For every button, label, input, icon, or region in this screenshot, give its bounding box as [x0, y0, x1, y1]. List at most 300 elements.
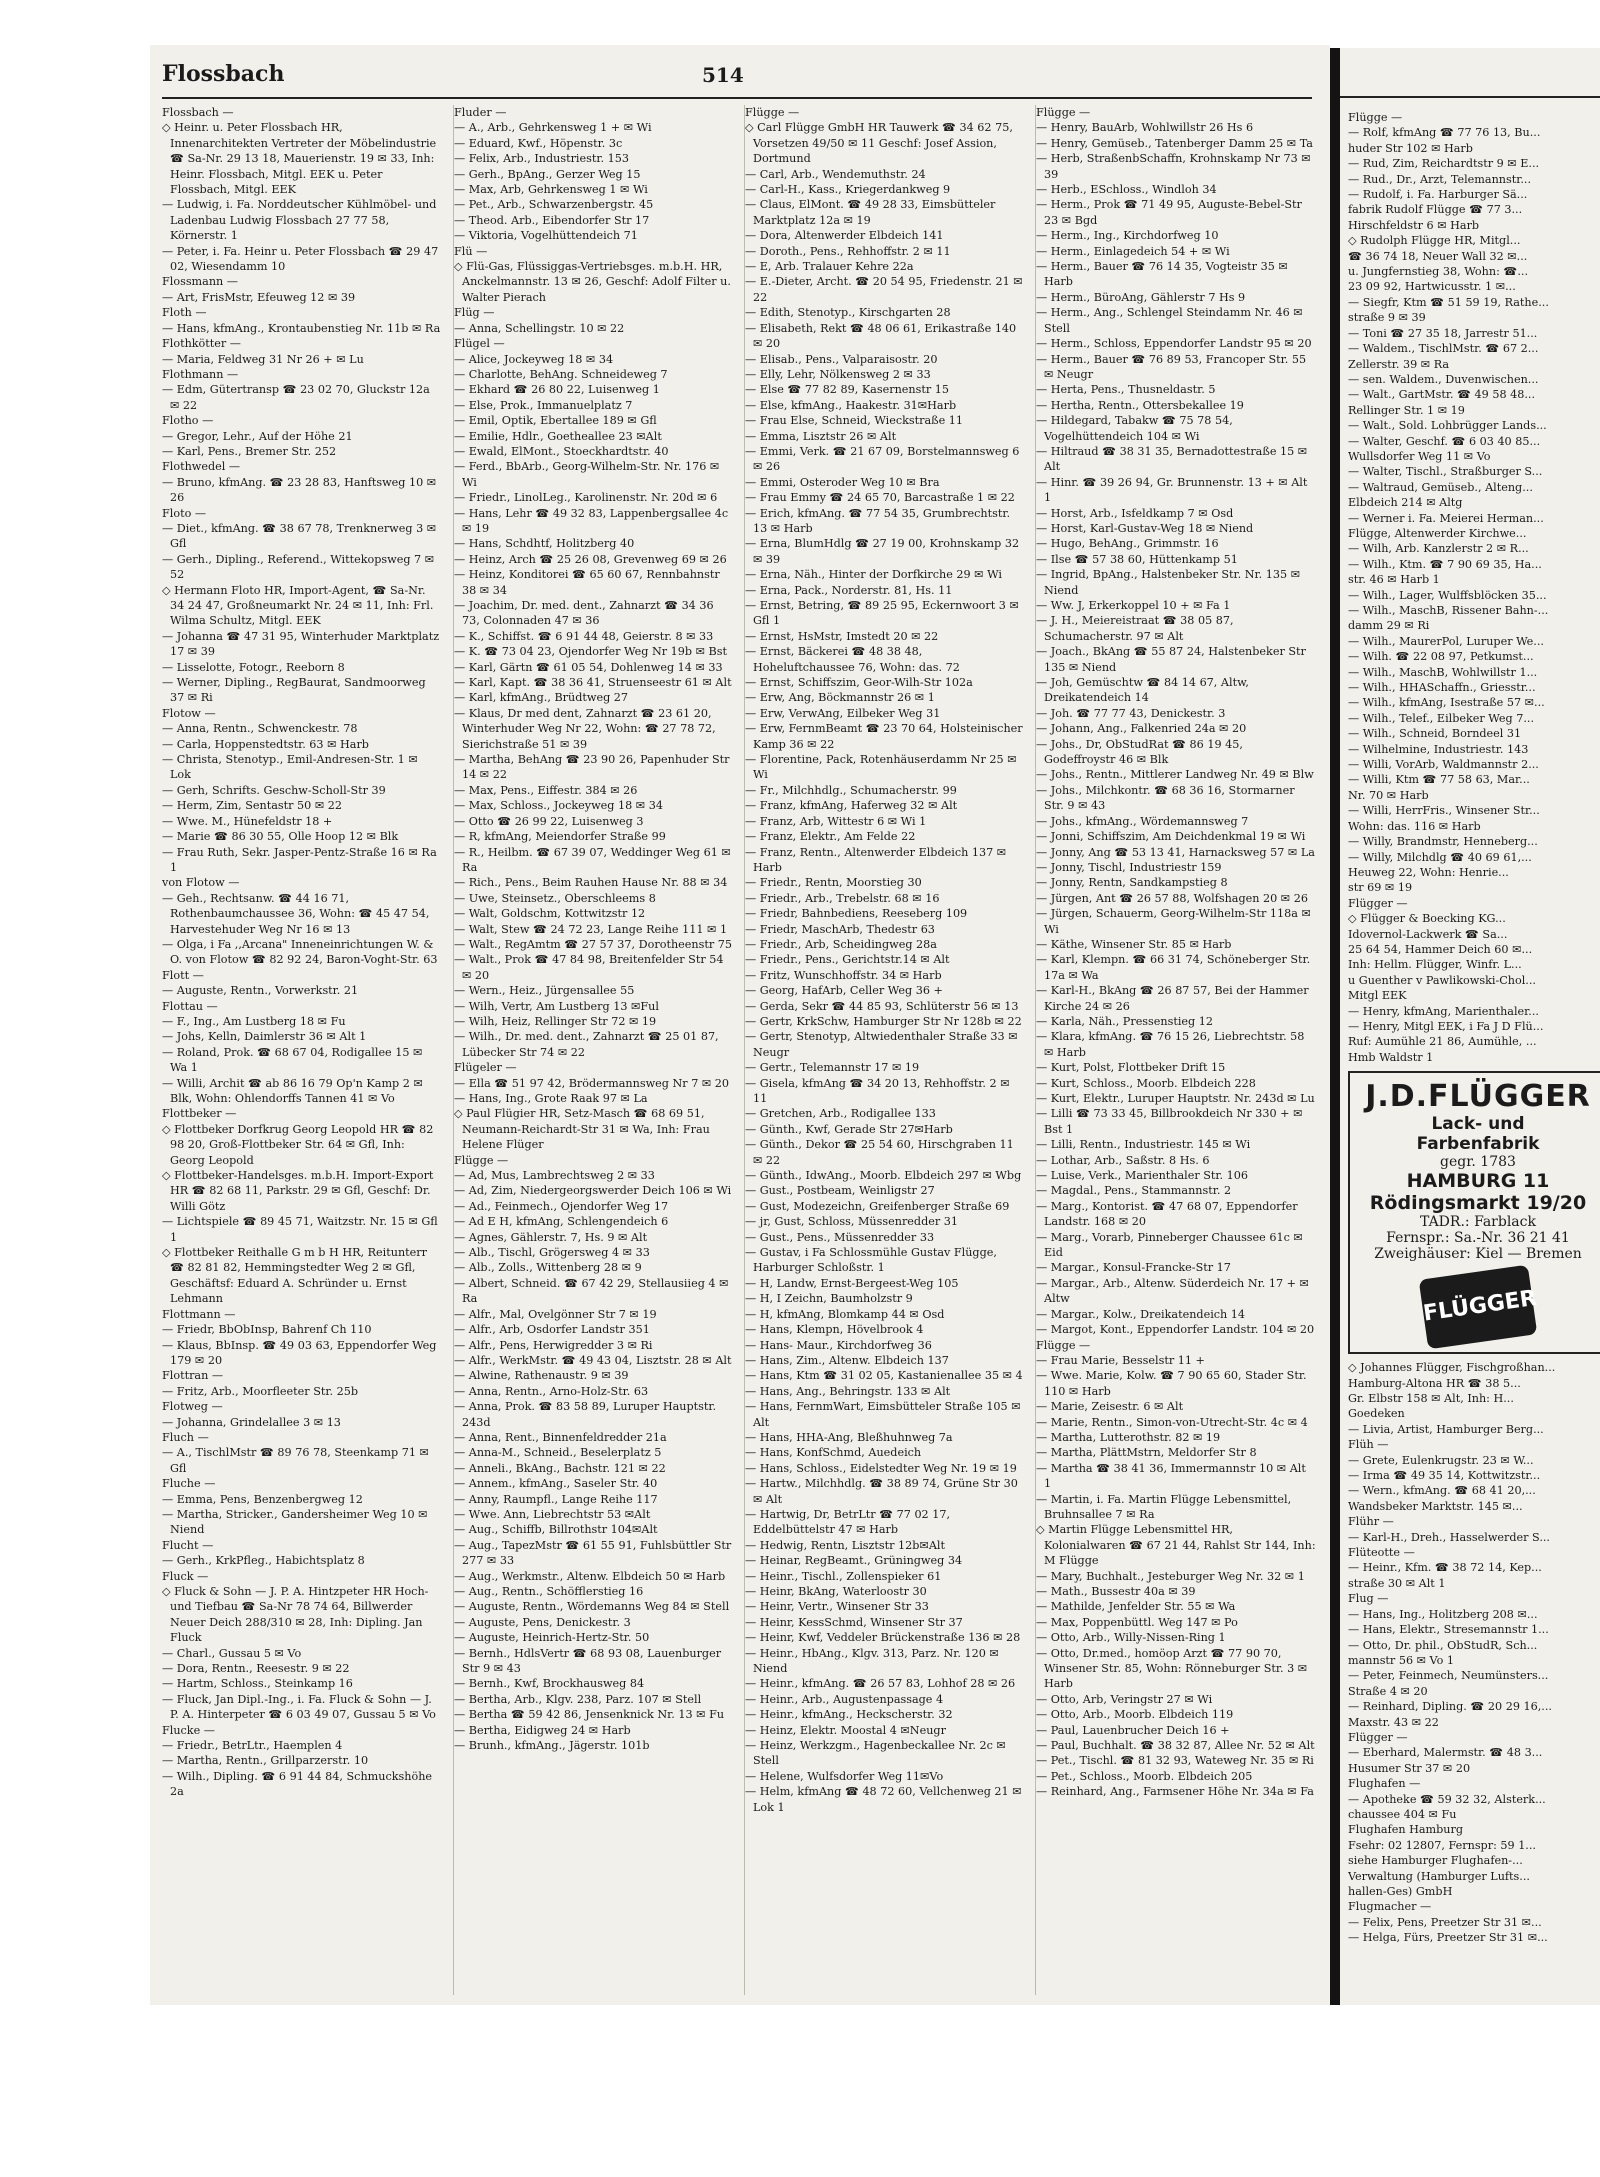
- directory-entry: — Herm., Bauer ☎ 76 14 35, Vogteistr 35 ✉ Harb: [1036, 260, 1288, 289]
- directory-entry: Flotho —: [162, 414, 214, 428]
- directory-entry: — Fr., Milchhdlg., Schumacherstr. 99: [745, 783, 957, 797]
- directory-entry: — Hans, Ang., Behringstr. 133 ✉ Alt: [745, 1384, 951, 1398]
- directory-entry: — Willy, Brandmstr, Henneberg...: [1348, 835, 1538, 849]
- directory-entry: — Christa, Stenotyp., Emil-Andresen-Str. 1 ✉ Lok: [162, 753, 418, 782]
- directory-entry: — Herm., Bauer ☎ 76 89 53, Francoper Str. 55 ✉ Neugr: [1036, 352, 1307, 381]
- directory-entry: — Lilli ☎ 73 33 45, Billbrookdeich Nr 330 + ✉ Bst 1: [1036, 1107, 1303, 1136]
- column-3: [744, 105, 1025, 1995]
- ad-line-1: Lack- und: [1431, 1114, 1525, 1135]
- directory-entry: Zellerstr. 39 ✉ Ra: [1348, 357, 1450, 371]
- directory-entry: — Franz, Elektr., Am Felde 22: [745, 830, 916, 844]
- directory-entry: — Alfr., Arb, Osdorfer Landstr 351: [454, 1323, 650, 1337]
- directory-entry: — jr, Gust, Schloss, Müssenredder 31: [745, 1215, 958, 1229]
- directory-entry: — Ilse ☎ 57 38 60, Hüttenkamp 51: [1036, 552, 1238, 566]
- directory-entry: — Anna-M., Schneid., Beselerplatz 5: [454, 1446, 662, 1460]
- directory-entry: — Gerh., Dipling., Referend., Wittekopsweg 7 ✉ 52: [162, 552, 435, 582]
- directory-entry: — R., Heilbm. ☎ 67 39 07, Weddinger Weg 61 ✉ Ra: [454, 845, 731, 874]
- directory-entry: — Auguste, Pens, Denickestr. 3: [454, 1615, 631, 1629]
- directory-entry: — Hiltraud ☎ 38 31 35, Bernadottestraße 15 ✉ Alt: [1036, 444, 1308, 474]
- directory-entry: — Heinz, Arch ☎ 25 26 08, Grevenweg 69 ✉ 26: [454, 552, 727, 566]
- directory-entry: — F., Ing., Am Lustberg 18 ✉ Fu: [162, 1014, 346, 1028]
- directory-entry: — Martha, Rentn., Grillparzerstr. 10: [162, 1754, 369, 1768]
- directory-entry: — Wilh., Dipling. ☎ 6 91 44 84, Schmuckshöhe 2a: [162, 1769, 433, 1799]
- directory-entry: — Ekhard ☎ 26 80 22, Luisenweg 1: [454, 383, 660, 397]
- right-page-column: [1348, 110, 1600, 1990]
- directory-entry: ◇ Flottbeker Dorfkrug Georg Leopold HR ☎ 82 98 20, Groß-Flottbeker Str. 64 ✉ Gfl, Inh: Georg Leopold: [162, 1122, 434, 1167]
- directory-entry: — Martha ☎ 38 41 36, Immermannstr 10 ✉ Alt 1: [1036, 1461, 1306, 1491]
- directory-entry: ◇ Fluck & Sohn — J. P. A. Hintzpeter HR Hoch- und Tiefbau ☎ Sa-Nr 78 74 64, Billwerder Neuer Deich 288/310 ✉ 28, Inh: Dipling. Jan Fluck: [162, 1585, 429, 1645]
- directory-entry: — Else, Prok., Immanuelplatz 7: [454, 398, 633, 412]
- directory-entry: — Max, Pens., Eiffestr. 384 ✉ 26: [454, 783, 638, 797]
- directory-entry: ◇ Flottbeker Reithalle G m b H HR, Reitunterr ☎ 82 81 82, Hemmingstedter Weg 2 ✉ Gfl, Geschäftsf: Eduard A. Schründer u. Ernst Lehmann: [162, 1246, 427, 1306]
- directory-entry: — Hans, Klempn, Hövelbrook 4: [745, 1323, 924, 1337]
- directory-page-right: [1330, 48, 1600, 2008]
- directory-entry: — Günth., Dekor ☎ 25 54 60, Hirschgraben 11 ✉ 22: [745, 1138, 1014, 1167]
- directory-entry: — Auguste, Heinrich-Hertz-Str. 50: [454, 1631, 650, 1645]
- directory-entry: Flossmann —: [162, 275, 238, 289]
- directory-entry: — Ella ☎ 51 97 42, Brödermannsweg Nr 7 ✉ 20: [454, 1076, 730, 1090]
- directory-entry: Fluch —: [162, 1430, 209, 1444]
- directory-entry: — Heinz, Elektr. Moostal 4 ✉Neugr: [745, 1723, 946, 1737]
- directory-entry: Flügge —: [1036, 1338, 1091, 1352]
- directory-entry: — Hedwig, Rentn, Lisztstr 12b✉Alt: [745, 1538, 945, 1552]
- directory-entry: — Heinr, Vertr., Winsener Str 33: [745, 1600, 929, 1614]
- directory-entry: — Johann, Ang., Falkenried 24a ✉ 20: [1036, 722, 1247, 736]
- directory-entry: — Marg., Vorarb, Pinneberger Chaussee 61c ✉ Eid: [1036, 1230, 1303, 1260]
- directory-entry: — Aug., TapezMstr ☎ 61 55 91, Fuhlsbüttler Str 277 ✉ 33: [454, 1538, 732, 1568]
- directory-entry: — Marie ☎ 86 30 55, Olle Hoop 12 ✉ Blk: [162, 830, 399, 844]
- directory-entry: — H, Landw, Ernst-Bergeest-Weg 105: [745, 1276, 959, 1290]
- directory-entry: — Olga, i Fa ,,Arcana" Inneneinrichtungen W. & O. von Flotow ☎ 82 92 24, Baron-Voght-Str. 63: [162, 937, 438, 967]
- directory-entry: — Wilh., Lager, Wulffsblöcken 35...: [1348, 588, 1547, 602]
- directory-entry: — Rich., Pens., Beim Rauhen Hause Nr. 88 ✉ 34: [454, 876, 728, 890]
- directory-entry: — Marie, Zeisestr. 6 ✉ Alt: [1036, 1400, 1184, 1414]
- directory-entry: — Friedr, MaschArb, Thedestr 63: [745, 922, 935, 936]
- column-4: [1035, 105, 1316, 1995]
- directory-entry: chaussee 404 ✉ Fu: [1348, 1807, 1457, 1821]
- directory-entry: — E.-Dieter, Archt. ☎ 20 54 95, Friedenstr. 21 ✉ 22: [745, 275, 1023, 304]
- directory-entry: — K., Schiffst. ☎ 6 91 44 48, Geierstr. 8 ✉ 33: [454, 629, 714, 643]
- directory-entry: — Else ☎ 77 82 89, Kasernenstr 15: [745, 383, 949, 397]
- directory-entry: — Hans- Maur., Kirchdorfweg 36: [745, 1338, 932, 1352]
- directory-entry: — Joach., BkAng ☎ 55 87 24, Halstenbeker Str 135 ✉ Niend: [1036, 645, 1306, 674]
- directory-entry: Inh: Hellm. Flügger, Winfr. L...: [1348, 958, 1522, 972]
- directory-entry: — Wern., kfmAng. ☎ 68 41 20,...: [1348, 1484, 1536, 1498]
- directory-entry: — Reinhard, Ang., Farmsener Höhe Nr. 34a ✉ Fa: [1036, 1785, 1314, 1799]
- directory-entry: Flügger —: [1348, 1730, 1408, 1744]
- directory-entry: — Ww. J, Erkerkoppel 10 + ✉ Fa 1: [1036, 599, 1231, 612]
- directory-entry: — Martha, Stricker., Gandersheimer Weg 10 ✉ Niend: [162, 1507, 428, 1537]
- directory-entry: — Diet., kfmAng. ☎ 38 67 78, Trenknerweg 3 ✉ Gfl: [162, 521, 437, 551]
- directory-entry: — Johs., Milchkontr. ☎ 68 36 16, Stormarner Str. 9 ✉ 43: [1036, 783, 1295, 813]
- directory-entry: — Gerh., KrkPfleg., Habichtsplatz 8: [162, 1554, 365, 1568]
- directory-entry: Mitgl EEK: [1348, 989, 1407, 1003]
- directory-entry: — Wilh., Schneid, Borndeel 31: [1348, 727, 1522, 741]
- directory-entry: — Helm, kfmAng ☎ 48 72 60, Vellchenweg 21 ✉ Lok 1: [745, 1785, 1022, 1814]
- directory-entry: — Willi, VorArb, Waldmannstr 2...: [1348, 758, 1539, 772]
- directory-entry: — Gertr., Telemannstr 17 ✉ 19: [745, 1061, 920, 1075]
- directory-entry: — Heinr., Tischl., Zollenspieker 61: [745, 1569, 942, 1583]
- directory-entry: Fluder —: [454, 106, 507, 119]
- directory-entry: — Johs., Dr, ObStudRat ☎ 86 19 45, Godeffroystr 46 ✉ Blk: [1036, 737, 1243, 767]
- directory-entry: — Hans, Ing., Holitzberg 208 ✉...: [1348, 1607, 1538, 1621]
- directory-entry: mannstr 56 ✉ Vo 1: [1348, 1653, 1455, 1667]
- directory-entry: fabrik Rudolf Flügge ☎ 77 3...: [1348, 203, 1523, 217]
- directory-entry: — Ernst, HsMstr, Imstedt 20 ✉ 22: [745, 629, 939, 643]
- directory-entry: — Erw, VerwAng, Eilbeker Weg 31: [745, 706, 941, 720]
- directory-entry: — Apotheke ☎ 59 32 32, Alsterk...: [1348, 1792, 1546, 1806]
- directory-entry: Flottau —: [162, 999, 218, 1013]
- directory-entry: — Heinr., Kfm. ☎ 38 72 14, Kep...: [1348, 1561, 1542, 1575]
- directory-entry: — Herm., Prok ☎ 71 49 95, Auguste-Bebel-Str 23 ✉ Bgd: [1036, 198, 1302, 227]
- directory-entry: — Rud, Zim, Reichardtstr 9 ✉ E...: [1348, 157, 1540, 171]
- directory-entry: ◇ Martin Flügge Lebensmittel HR, Kolonialwaren ☎ 67 21 44, Rahlst Str 144, Inh: M Flügge: [1036, 1523, 1316, 1568]
- directory-entry: — Klaus, BbInsp. ☎ 49 03 63, Eppendorfer Weg 179 ✉ 20: [162, 1338, 437, 1367]
- directory-entry: ◇ Flügger & Boecking KG...: [1348, 912, 1506, 926]
- column-1: [162, 105, 442, 1995]
- directory-entry: — Friedr., LinolLeg., Karolinenstr. Nr. 20d ✉ 6: [454, 491, 718, 505]
- directory-entry: Flothkötter —: [162, 337, 241, 351]
- directory-entry: — Wilh., MaurerPol, Luruper We...: [1348, 634, 1544, 648]
- directory-entry: — Heinz, Werkzgm., Hagenbeckallee Nr. 2c ✉ Stell: [745, 1739, 1006, 1768]
- directory-entry: — Hildegard, Tabakw ☎ 75 78 54, Vogelhüttendeich 104 ✉ Wi: [1036, 414, 1233, 443]
- right-page-entries-bottom: [1348, 1360, 1600, 1945]
- directory-entry: — Siegfr, Ktm ☎ 51 59 19, Rathe...: [1348, 295, 1549, 309]
- directory-entry: Flottmann —: [162, 1307, 236, 1321]
- directory-entry: — Joachim, Dr. med. dent., Zahnarzt ☎ 34 36 73, Colonnaden 47 ✉ 36: [454, 599, 714, 628]
- directory-entry: — Günth., IdwAng., Moorb. Elbdeich 297 ✉ Wbg: [745, 1169, 1022, 1183]
- directory-entry: — Kurt, Polst, Flottbeker Drift 15: [1036, 1061, 1226, 1075]
- directory-entry: — Erna, BlumHdlg ☎ 27 19 00, Krohnskamp 32 ✉ 39: [745, 537, 1020, 566]
- directory-entry: — Walter, Geschf. ☎ 6 03 40 85...: [1348, 434, 1541, 448]
- directory-entry: — Alfr., WerkMstr. ☎ 49 43 04, Lisztstr. 28 ✉ Alt: [454, 1353, 732, 1367]
- directory-entry: — Carl-H., Kass., Kriegerdankweg 9: [745, 183, 951, 197]
- ad-line-2: Farbenfabrik: [1416, 1134, 1540, 1155]
- directory-entry: — Eduard, Kwf., Höpenstr. 3c: [454, 136, 623, 150]
- directory-entry: — Hans, Lehr ☎ 49 32 83, Lappenbergsallee 4c ✉ 19: [454, 506, 729, 535]
- directory-entry: — Ferd., BbArb., Georg-Wilhelm-Str. Nr. 176 ✉ Wi: [454, 460, 720, 489]
- right-page-head: [1340, 62, 1600, 98]
- directory-entry: — Günth., Kwf, Gerade Str 27✉Harb: [745, 1122, 953, 1136]
- directory-entry: — Uwe, Steinsetz., Oberschleems 8: [454, 891, 656, 905]
- directory-entry: — Otto, Arb., Willy-Nissen-Ring 1: [1036, 1631, 1226, 1645]
- directory-entry: — Auguste, Rentn., Vorwerkstr. 21: [162, 984, 359, 998]
- directory-entry: — Heinr., kfmAng., Heckscherstr. 32: [745, 1708, 953, 1722]
- column-2: [453, 105, 734, 1995]
- directory-entry: — Lisselotte, Fotogr., Reeborn 8: [162, 660, 345, 674]
- directory-entry: Flothwedel —: [162, 460, 241, 474]
- directory-entry: — Livia, Artist, Hamburger Berg...: [1348, 1422, 1544, 1436]
- directory-entry: straße 30 ✉ Alt 1: [1348, 1576, 1446, 1590]
- directory-entry: — Karl-H., BkAng ☎ 26 87 57, Bei der Hammer Kirche 24 ✉ 26: [1036, 984, 1309, 1013]
- directory-entry: — Gust., Postbeam, Weinligstr 27: [745, 1184, 935, 1198]
- directory-entry: — Toni ☎ 27 35 18, Jarrestr 51...: [1348, 326, 1538, 340]
- page-number: 514: [702, 63, 744, 87]
- directory-entry: — Wilh., Telef., Eilbeker Weg 7...: [1348, 711, 1535, 725]
- directory-entry: — Anneli., BkAng., Bachstr. 121 ✉ 22: [454, 1461, 666, 1475]
- directory-entry: — Wilh., MaschB, Wohlwillstr 1...: [1348, 665, 1538, 679]
- directory-entry: — Johanna, Grindelallee 3 ✉ 13: [162, 1415, 341, 1429]
- directory-entry: — Wwe. Ann, Liebrechtstr 53 ✉Alt: [454, 1507, 651, 1521]
- directory-entry: Flügge, Altenwerder Kirchwe...: [1348, 526, 1527, 540]
- directory-entry: — Geh., Rechtsanw. ☎ 44 16 71, Rothenbaumchaussee 36, Wohn: ☎ 45 47 54, Harvestehuder Weg Nr 16 ✉ 13: [162, 891, 430, 936]
- directory-entry: — Ewald, ElMont., Stoeckhardtstr. 40: [454, 444, 669, 458]
- directory-entry: — Emmi, Osteroder Weg 10 ✉ Bra: [745, 475, 940, 489]
- right-page-entries-top: [1348, 125, 1600, 1065]
- directory-entry: — Heinr, BkAng, Waterloostr 30: [745, 1585, 927, 1598]
- directory-entry: — Hans, Elektr., Stresemannstr 1...: [1348, 1623, 1549, 1637]
- directory-entry: — Ad., Feinmech., Ojendorfer Weg 17: [454, 1199, 669, 1213]
- directory-entry: — Hans, FernmWart, Eimsbütteler Straße 105 ✉ Alt: [745, 1400, 1021, 1429]
- directory-entry: str. 46 ✉ Harb 1: [1348, 573, 1440, 587]
- directory-entry: — Erna, Näh., Hinter der Dorfkirche 29 ✉ Wi: [745, 568, 1002, 582]
- directory-entry: — Anna, Prok. ☎ 83 58 89, Luruper Hauptstr. 243d: [454, 1400, 717, 1429]
- directory-entry: — Georg, HafArb, Celler Weg 36 +: [745, 984, 943, 998]
- directory-entry: Husumer Str 37 ✉ 20: [1348, 1761, 1471, 1775]
- ad-address: Rödingsmarkt 19/20: [1369, 1192, 1587, 1215]
- directory-entry: — Friedr., Rentn, Moorstieg 30: [745, 876, 922, 890]
- directory-entry: — Karl, Klempn. ☎ 66 31 74, Schöneberger Str. 17a ✉ Wa: [1036, 953, 1311, 982]
- directory-entry: — Karl, Gärtn ☎ 61 05 54, Dohlenweg 14 ✉ 33: [454, 660, 723, 674]
- directory-entry: ◇ Paul Flügier HR, Setz-Masch ☎ 68 69 51, Neumann-Reichardt-Str 31 ✉ Wa, Inh: Frau Helene Flüger: [454, 1107, 710, 1152]
- directory-entry: — Frau Emmy ☎ 24 65 70, Barcastraße 1 ✉ 22: [745, 491, 1015, 505]
- directory-entry: — Alb., Zolls., Wittenberg 28 ✉ 9: [454, 1261, 642, 1275]
- directory-entry: — Rudolf, i. Fa. Harburger Sä...: [1348, 188, 1528, 202]
- directory-entry: Ruf: Aumühle 21 86, Aumühle, ...: [1348, 1035, 1537, 1049]
- directory-entry: — Horst, Arb., Isfeldkamp 7 ✉ Osd: [1036, 506, 1234, 520]
- directory-entry: — Doroth., Pens., Rehhoffstr. 2 ✉ 11: [745, 244, 951, 258]
- directory-entry: — Theod. Arb., Eibendorfer Str 17: [454, 213, 650, 227]
- directory-entry: — Wilh., HHASchaffn., Griesstr...: [1348, 681, 1536, 695]
- directory-entry: — Charl., Gussau 5 ✉ Vo: [162, 1646, 302, 1660]
- directory-entry: — Werner, Dipling., RegBaurat, Sandmoorweg 37 ✉ Ri: [162, 676, 426, 705]
- directory-entry: Floth —: [162, 306, 207, 320]
- directory-entry: — Peter, i. Fa. Heinr u. Peter Flossbach ☎ 29 47 02, Wiesendamm 10: [162, 244, 439, 274]
- directory-entry: — Ingrid, BpAng., Halstenbeker Str. Nr. 135 ✉ Niend: [1036, 568, 1301, 597]
- directory-entry: — Herb, StraßenbSchaffn, Krohnskamp Nr 73 ✉ 39: [1036, 152, 1311, 181]
- directory-entry: — Magdal., Pens., Stammannstr. 2: [1036, 1184, 1232, 1198]
- directory-entry: Hirschfeldstr 6 ✉ Harb: [1348, 218, 1480, 232]
- directory-entry: — K. ☎ 73 04 23, Ojendorfer Weg Nr 19b ✉ Bst: [454, 645, 727, 659]
- directory-entry: — Bruno, kfmAng. ☎ 23 28 83, Hanftsweg 10 ✉ 26: [162, 475, 437, 505]
- directory-entry: Flüh —: [1348, 1438, 1389, 1452]
- directory-entry: — Pet., Schloss., Moorb. Elbdeich 205: [1036, 1769, 1253, 1783]
- directory-entry: Flucht —: [162, 1538, 214, 1552]
- directory-entry: Rellinger Str. 1 ✉ 19: [1348, 403, 1465, 417]
- directory-entry: — Wilh., Dr. med. dent., Zahnarzt ☎ 25 01 87, Lübecker Str 74 ✉ 22: [454, 1030, 719, 1059]
- directory-entry: — Karl, kfmAng., Brüdtweg 27: [454, 691, 629, 705]
- directory-entry: — Gregor, Lehr., Auf der Höhe 21: [162, 429, 353, 443]
- directory-entry: — Anna, Schellingstr. 10 ✉ 22: [454, 321, 625, 335]
- directory-columns: [162, 105, 1316, 1995]
- directory-entry: — Pet., Arb., Schwarzenbergstr. 45: [454, 198, 654, 212]
- directory-entry: — Wilh., Ktm. ☎ 7 90 69 35, Ha...: [1348, 557, 1542, 571]
- directory-entry: — Gertr, KrkSchw, Hamburger Str Nr 128b ✉ 22: [745, 1014, 1022, 1028]
- directory-entry: — Elisab., Pens., Valparaisostr. 20: [745, 352, 938, 366]
- directory-entry: — Gertr, Stenotyp, Altwiedenthaler Straße 33 ✉ Neugr: [745, 1030, 1018, 1059]
- directory-entry: — Friedr., Arb, Scheidingweg 28a: [745, 937, 937, 951]
- ad-phone: Fernspr.: Sa.-Nr. 36 21 41: [1386, 1230, 1570, 1247]
- directory-entry: — Wilh. ☎ 22 08 97, Petkumst...: [1348, 650, 1534, 664]
- directory-entry: — Herm., Einlagedeich 54 + ✉ Wi: [1036, 244, 1230, 258]
- directory-entry: — Hans, Ing., Grote Raak 97 ✉ La: [454, 1092, 648, 1105]
- directory-entry: Flottran —: [162, 1369, 224, 1383]
- directory-entry: 23 09 92, Hartwicusstr. 1 ✉...: [1348, 280, 1516, 294]
- directory-entry: — Bernh., HdlsVertr ☎ 68 93 08, Lauenburger Str 9 ✉ 43: [454, 1646, 722, 1676]
- directory-entry: — Aug., Rentn., Schöfflerstieg 16: [454, 1585, 644, 1598]
- directory-entry: — Margar., Konsul-Francke-Str 17: [1036, 1261, 1231, 1275]
- directory-entry: — Frau Else, Schneid, Wieckstraße 11: [745, 414, 964, 428]
- directory-entry: Flottbeker —: [162, 1107, 237, 1121]
- directory-entry: — Hartwig, Dr, BetrLtr ☎ 77 02 17, Eddelbüttelstr 47 ✉ Harb: [745, 1507, 951, 1537]
- directory-entry: — Marie, Rentn., Simon-von-Utrecht-Str. 4c ✉ 4: [1036, 1415, 1308, 1429]
- directory-entry: — Edith, Stenotyp., Kirschgarten 28: [745, 306, 951, 320]
- directory-entry: — H, I Zeichn, Baumholzstr 9: [745, 1292, 913, 1306]
- directory-entry: ☎ 36 74 18, Neuer Wall 32 ✉...: [1348, 249, 1528, 263]
- directory-entry: — Jürgen, Schauerm, Georg-Wilhelm-Str 118a ✉ Wi: [1036, 907, 1311, 936]
- directory-entry: — Erw, FernmBeamt ☎ 23 70 64, Holsteinischer Kamp 36 ✉ 22: [745, 722, 1023, 751]
- directory-entry: — Dora, Rentn., Reesestr. 9 ✉ 22: [162, 1662, 350, 1676]
- directory-entry: — Else, kfmAng., Haakestr. 31✉Harb: [745, 398, 957, 412]
- directory-entry: ◇ Johannes Flügger, Fischgroßhan...: [1348, 1361, 1556, 1375]
- directory-entry: — Hans, kfmAng., Krontaubenstieg Nr. 11b ✉ Ra: [162, 321, 441, 335]
- directory-entry: — Elisabeth, Rekt ☎ 48 06 61, Erikastraße 140 ✉ 20: [745, 321, 1017, 351]
- directory-entry: — Math., Bussestr 40a ✉ 39: [1036, 1585, 1196, 1598]
- ad-telegram: TADR.: Farblack: [1420, 1214, 1536, 1231]
- directory-entry: — Herm., Schloss, Eppendorfer Landstr 95 ✉ 20: [1036, 337, 1312, 351]
- directory-entry: Flüteotte —: [1348, 1546, 1415, 1560]
- directory-entry: — Werner i. Fa. Meierei Herman...: [1348, 511, 1544, 525]
- directory-entry: — Hans, Zim., Altenw. Elbdeich 137: [745, 1353, 949, 1367]
- directory-entry: — Maria, Feldweg 31 Nr 26 + ✉ Lu: [162, 352, 364, 366]
- flugger-advertisement: [1348, 1071, 1600, 1354]
- directory-entry: — Hinr. ☎ 39 26 94, Gr. Brunnenstr. 13 + ✉ Alt 1: [1036, 475, 1308, 505]
- directory-entry: Flügge —: [1036, 106, 1091, 119]
- directory-entry: — Elly, Lehr, Nölkensweg 2 ✉ 33: [745, 367, 931, 381]
- directory-entry: — Herta, Pens., Thusneldastr. 5: [1036, 383, 1216, 397]
- directory-entry: Gr. Elbstr 158 ✉ Alt, Inh: H...: [1348, 1392, 1514, 1405]
- directory-entry: ◇ Flü-Gas, Flüssiggas-Vertriebsges. m.b.H. HR, Anckelmannstr. 13 ✉ 26, Geschf: Adolf Filter u. Walter Pierach: [454, 260, 731, 304]
- directory-entry: — Wilh., kfmAng, Isestraße 57 ✉...: [1348, 696, 1545, 710]
- directory-entry: — Bertha, Arb., Klgv. 238, Parz. 107 ✉ Stell: [454, 1692, 702, 1706]
- directory-entry: — Max, Schloss., Jockeyweg 18 ✉ 34: [454, 799, 663, 813]
- directory-entry: — Ad, Mus, Lambrechtsweg 2 ✉ 33: [454, 1169, 655, 1183]
- directory-entry: 25 64 54, Hammer Deich 60 ✉...: [1348, 942, 1533, 956]
- directory-entry: — Käthe, Winsener Str. 85 ✉ Harb: [1036, 937, 1232, 951]
- directory-entry: — Brunh., kfmAng., Jägerstr. 101b: [454, 1739, 650, 1753]
- directory-entry: — Karl-H., Dreh., Hasselwerder S...: [1348, 1530, 1550, 1544]
- directory-entry: — Viktoria, Vogelhüttendeich 71: [454, 229, 638, 243]
- directory-entry: — Mary, Buchhalt., Jesteburger Weg Nr. 32 ✉ 1: [1036, 1569, 1305, 1583]
- directory-entry: — Gerda, Sekr ☎ 44 85 93, Schlüterstr 56 ✉ 13: [745, 999, 1019, 1013]
- directory-entry: — Willi, Ktm ☎ 77 58 63, Mar...: [1348, 773, 1530, 787]
- directory-entry: — Lothar, Arb., Saßstr. 8 Hs. 6: [1036, 1153, 1210, 1167]
- directory-entry: — Karla, Näh., Pressenstieg 12: [1036, 1014, 1214, 1028]
- directory-entry: — Emilie, Hdlr., Goetheallee 23 ✉Alt: [454, 429, 662, 443]
- directory-entry: — Franz, kfmAng, Haferweg 32 ✉ Alt: [745, 799, 958, 813]
- directory-entry: — Margar., Kolw., Dreikatendeich 14: [1036, 1307, 1246, 1321]
- directory-entry: — Max, Arb, Gehrkensweg 1 ✉ Wi: [454, 183, 648, 197]
- directory-entry: — Fritz, Arb., Moorfleeter Str. 25b: [162, 1384, 358, 1398]
- directory-entry: — J. H., Meiereistraat ☎ 38 05 87, Schumacherstr. 97 ✉ Alt: [1036, 614, 1234, 643]
- directory-entry: — Frau Marie, Besselstr 11 +: [1036, 1353, 1205, 1367]
- directory-entry: — Rolf, kfmAng ☎ 77 76 13, Bu...: [1348, 126, 1541, 140]
- directory-entry: — Wwe. Marie, Kolw. ☎ 7 90 65 60, Stader Str. 110 ✉ Harb: [1036, 1369, 1307, 1398]
- directory-entry: Flügge —: [745, 106, 800, 119]
- directory-entry: — E, Arb. Tralauer Kehre 22a: [745, 260, 914, 274]
- directory-entry: Flotow —: [162, 706, 216, 720]
- directory-entry: ◇ Heinr. u. Peter Flossbach HR, Innenarchitekten Vertreter der Möbelindustrie ☎ Sa-Nr. 29 13 18, Mauerienstr. 19 ✉ 33, Inh: Heinr. Flossbach, Mitgl. EEK u. Peter Flossbach, Mitgl. EEK: [162, 121, 437, 197]
- directory-entry: — Wilh, Arb. Kanzlerstr 2 ✉ R...: [1348, 542, 1529, 556]
- directory-entry: — Walt, Goldschm, Kottwitzstr 12: [454, 907, 646, 921]
- directory-entry: ◇ Carl Flügge GmbH HR Tauwerk ☎ 34 62 75, Vorsetzen 49/50 ✉ 11 Geschf: Josef Assion, Dortmund: [745, 121, 1013, 166]
- directory-entry: — Herm., Ang., Schlengel Steindamm Nr. 46 ✉ Stell: [1036, 306, 1303, 335]
- directory-entry: — Erich, kfmAng. ☎ 77 54 35, Grumbrechtstr. 13 ✉ Harb: [745, 506, 1011, 535]
- directory-entry: — Otto, Arb, Veringstr 27 ✉ Wi: [1036, 1692, 1213, 1706]
- directory-entry: — Klara, kfmAng. ☎ 76 15 26, Liebrechtstr. 58 ✉ Harb: [1036, 1030, 1305, 1059]
- directory-entry: ◇ Flottbeker-Handelsges. m.b.H. Import-Export HR ☎ 82 68 11, Parkstr. 29 ✉ Gfl, Geschf: Dr. Willi Götz: [162, 1169, 434, 1213]
- directory-entry: — Heinr., Arb., Augustenpassage 4: [745, 1692, 944, 1706]
- directory-entry: — Franz, Rentn., Altenwerder Elbdeich 137 ✉ Harb: [745, 845, 1007, 874]
- directory-entry: Fluche —: [162, 1477, 216, 1491]
- directory-entry: — Reinhard, Dipling. ☎ 20 29 16,...: [1348, 1700, 1552, 1714]
- directory-entry: — Ernst, Schiffszim, Geor-Wilh-Str 102a: [745, 676, 973, 690]
- directory-entry: Wandsbeker Marktstr. 145 ✉...: [1348, 1499, 1523, 1513]
- directory-entry: — Gust, Modezeichn, Greifenberger Straße 69: [745, 1199, 1010, 1213]
- directory-entry: — Anna, Rent., Binnenfeldredder 21a: [454, 1430, 667, 1444]
- directory-entry: — Martha, PlättMstrn, Meldorfer Str 8: [1036, 1446, 1257, 1460]
- directory-entry: — Heinar, RegBeamt., Grüningweg 34: [745, 1554, 963, 1568]
- directory-entry: — Friedr., Arb., Trebelstr. 68 ✉ 16: [745, 891, 940, 905]
- directory-entry: — Alwine, Rathenaustr. 9 ✉ 39: [454, 1369, 629, 1383]
- directory-entry: — Margot, Kont., Eppendorfer Landstr. 104 ✉ 20: [1036, 1323, 1315, 1337]
- directory-entry: — Heinr., HbAng., Klgv. 313, Parz. Nr. 120 ✉ Niend: [745, 1646, 999, 1676]
- directory-entry: Flug —: [1348, 1592, 1389, 1606]
- directory-entry: — Henry, Gemüseb., Tatenberger Damm 25 ✉ Ta: [1036, 136, 1313, 150]
- directory-entry: Elbdeich 214 ✉ Altg: [1348, 496, 1463, 510]
- directory-entry: Flügel —: [454, 337, 505, 351]
- directory-entry: Flügeler —: [454, 1061, 517, 1075]
- directory-entry: damm 29 ✉ Ri: [1348, 619, 1430, 633]
- directory-entry: — Walt., GartMstr. ☎ 49 58 48...: [1348, 388, 1536, 402]
- directory-entry: — Henry, kfmAng, Marienthaler...: [1348, 1004, 1539, 1018]
- directory-entry: — Hugo, BehAng., Grimmstr. 16: [1036, 537, 1219, 551]
- directory-entry: — Albert, Schneid. ☎ 67 42 29, Stellausiieg 4 ✉ Ra: [454, 1276, 729, 1306]
- directory-entry: — Erw, Ang, Böckmannstr 26 ✉ 1: [745, 691, 935, 705]
- ad-branches: Zweighäuser: Kiel — Bremen: [1374, 1246, 1582, 1263]
- directory-entry: — A., TischlMstr ☎ 89 76 78, Steenkamp 71 ✉ Gfl: [162, 1446, 429, 1475]
- running-head: [162, 57, 1312, 99]
- directory-entry: Maxstr. 43 ✉ 22: [1348, 1715, 1439, 1729]
- ad-founded: gegr. 1783: [1440, 1154, 1516, 1171]
- directory-entry: — Wilh, Heiz, Rellinger Str 72 ✉ 19: [454, 1014, 657, 1028]
- directory-entry: — Henry, BauArb, Wohlwillstr 26 Hs 6: [1036, 121, 1254, 135]
- directory-entry: — Aug., Schiffb, Billrothstr 104✉Alt: [454, 1523, 658, 1537]
- directory-entry: — Joh. ☎ 77 77 43, Denickestr. 3: [1036, 706, 1226, 720]
- directory-entry: — Annem., kfmAng., Saseler Str. 40: [454, 1477, 658, 1491]
- directory-entry: — Anna, Rentn., Arno-Holz-Str. 63: [454, 1384, 649, 1398]
- directory-entry: — Hans, Ktm ☎ 31 02 05, Kastanienallee 35 ✉ 4: [745, 1369, 1023, 1383]
- directory-entry: — Irma ☎ 49 35 14, Kottwitzstr...: [1348, 1469, 1541, 1483]
- directory-entry: — Hans, Schloss., Eidelstedter Weg Nr. 19 ✉ 19: [745, 1461, 1017, 1475]
- directory-entry: — Herb., ESchloss., Windloh 34: [1036, 183, 1217, 197]
- directory-entry: — Dora, Altenwerder Elbdeich 141: [745, 229, 944, 243]
- directory-entry: Hmb Waldstr 1: [1348, 1050, 1434, 1064]
- directory-entry: — Johs., kfmAng., Wördemannsweg 7: [1036, 814, 1249, 828]
- directory-entry: — Willy, Milchdlg ☎ 40 69 61,...: [1348, 850, 1532, 864]
- directory-entry: — Johanna ☎ 47 31 95, Winterhuder Marktplatz 17 ✉ 39: [162, 629, 440, 659]
- directory-entry: — Franz, Arb, Wittestr 6 ✉ Wi 1: [745, 814, 927, 828]
